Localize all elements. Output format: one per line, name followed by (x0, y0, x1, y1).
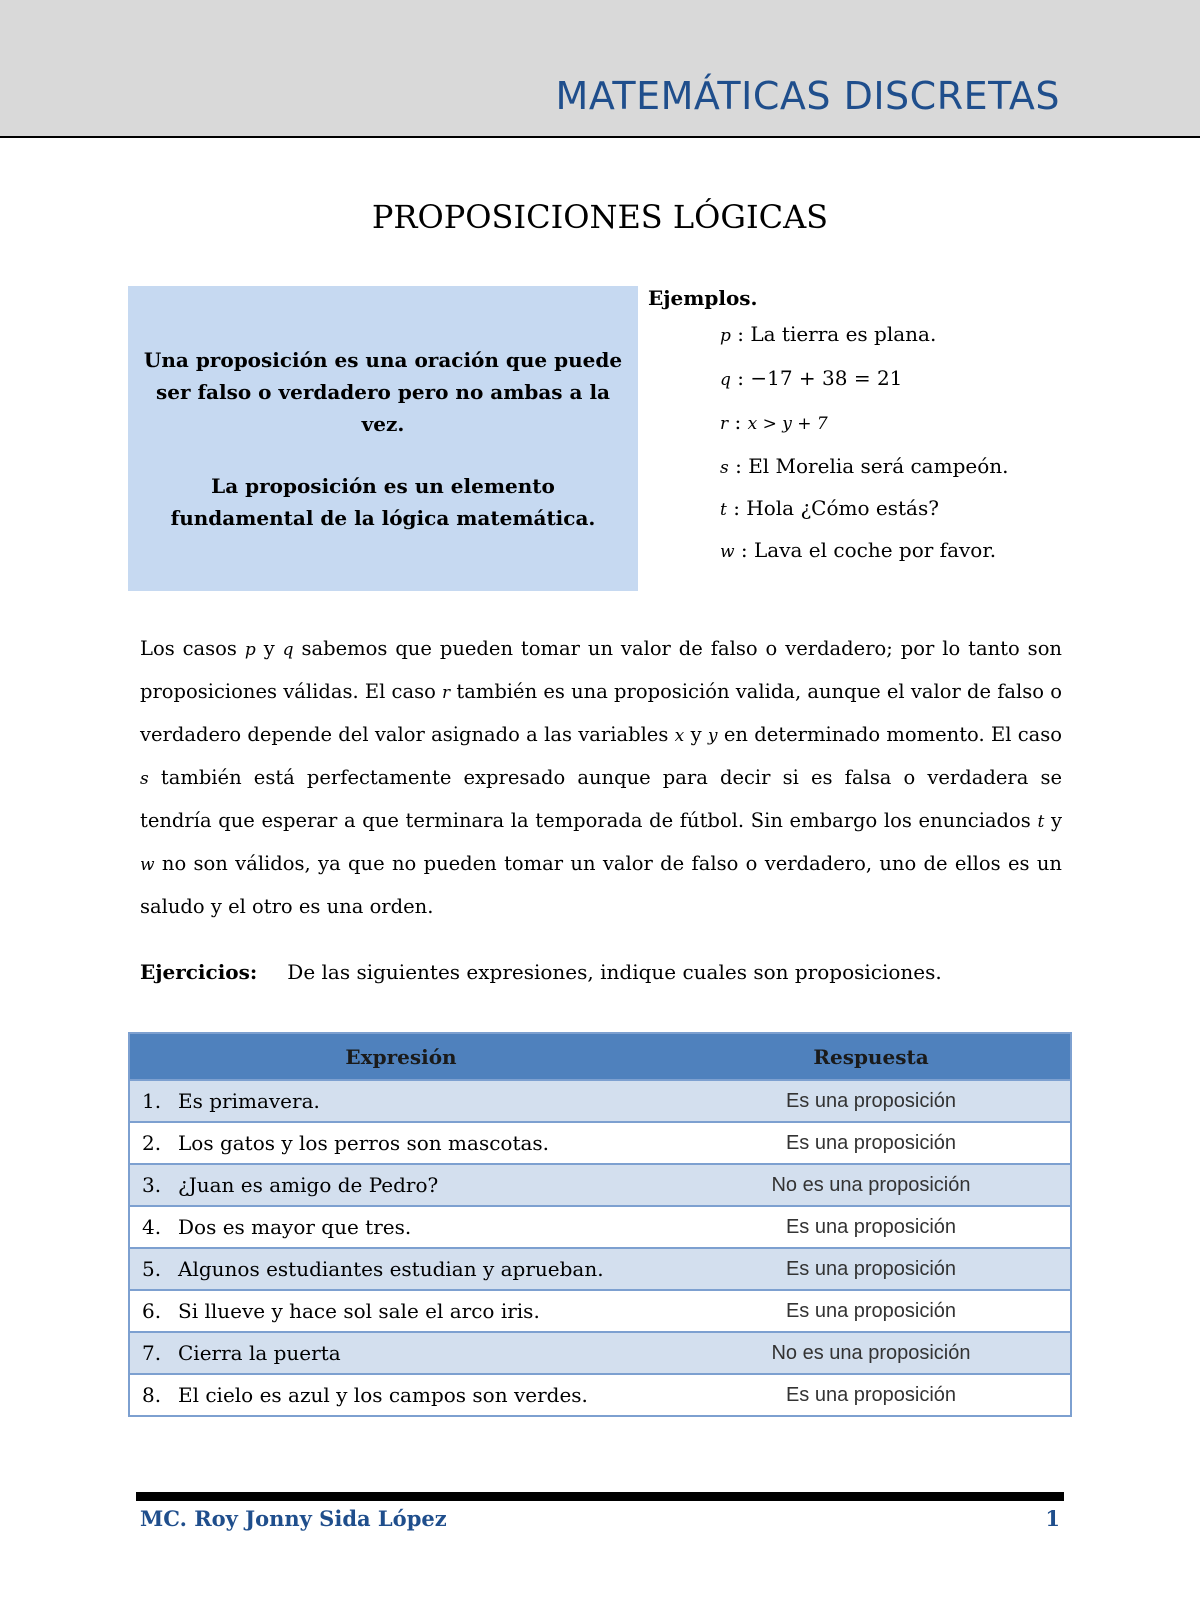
table-row: 5. Algunos estudiantes estudian y aprueban. Es una proposición (129, 1248, 1071, 1290)
exercise-label: Ejercicios: (140, 960, 258, 984)
answer-cell: Es una proposición (672, 1206, 1071, 1248)
table-row: 7. Cierra la puerta No es una proposición (129, 1332, 1071, 1374)
page-number: 1 (1045, 1506, 1060, 1531)
table-row: 1. Es primavera. Es una proposición (129, 1080, 1071, 1122)
table-row: 3. ¿Juan es amigo de Pedro? No es una proposición (129, 1164, 1071, 1206)
definition-text-1: Una proposición es una oración que puede ser falso o verdadero pero no ambas a la vez. (143, 347, 623, 436)
answer-cell: Es una proposición (672, 1374, 1071, 1416)
example-s: s : El Morelia será campeón. (720, 454, 1009, 478)
definition-text-2: La proposición es un elemento fundamental de la lógica matemática. (170, 473, 596, 530)
explanation-paragraph: Los casos p y q sabemos que pueden tomar un valor de falso o verdadero; por lo tanto son proposiciones válidas. El caso r también es una proposición valida, aunque el valor de falso o verdadero depende del valor asignado a las variables x y y en determinado momento. El caso s también está perfectamente expresado aunque para decir si es falsa o verdadera se tendría que esperar a que terminara la temporada de fútbol. Sin embargo los enunciados t y w no son válidos, ya que no pueden tomar un valor de falso o verdadero, uno de ellos es un saludo y el otro es una orden. (140, 637, 1063, 918)
answer-cell: No es una proposición (672, 1164, 1071, 1206)
exercise-instruction (140, 960, 942, 984)
answer-cell: Es una proposición (672, 1122, 1071, 1164)
answer-cell: Es una proposición (672, 1080, 1071, 1122)
table-header-row (129, 1033, 1071, 1080)
header-answer: Respuesta (672, 1033, 1071, 1080)
table-row: 8. El cielo es azul y los campos son verdes. Es una proposición (129, 1374, 1071, 1416)
page-title: PROPOSICIONES LÓGICAS (371, 198, 829, 236)
example-p: p : La tierra es plana. (720, 322, 937, 346)
examples-section (648, 286, 1088, 562)
footer-divider (136, 1492, 1064, 1501)
table-row: 2. Los gatos y los perros son mascotas. Es una proposición (129, 1122, 1071, 1164)
header-band (0, 0, 1200, 138)
definition-box (128, 286, 638, 591)
document-header-title: MATEMÁTICAS DISCRETAS (555, 74, 1060, 118)
answer-cell: Es una proposición (672, 1290, 1071, 1332)
example-t: t : Hola ¿Cómo estás? (720, 496, 939, 520)
example-q: q : −17 + 38 = 21 (720, 366, 903, 390)
example-w: w : Lava el coche por favor. (720, 538, 997, 562)
example-r: r : x > y + 7 (720, 410, 828, 434)
examples-title: Ejemplos. (648, 286, 758, 310)
exercise-table (128, 1032, 1072, 1417)
answer-cell: No es una proposición (672, 1332, 1071, 1374)
table-row: 4. Dos es mayor que tres. Es una proposición (129, 1206, 1071, 1248)
footer-author: MC. Roy Jonny Sida López (140, 1506, 447, 1531)
table-row: 6. Si llueve y hace sol sale el arco iris. Es una proposición (129, 1290, 1071, 1332)
header-expression: Expresión (129, 1033, 672, 1080)
exercise-text: De las siguientes expresiones, indique cuales son proposiciones. (287, 960, 942, 984)
answer-cell: Es una proposición (672, 1248, 1071, 1290)
